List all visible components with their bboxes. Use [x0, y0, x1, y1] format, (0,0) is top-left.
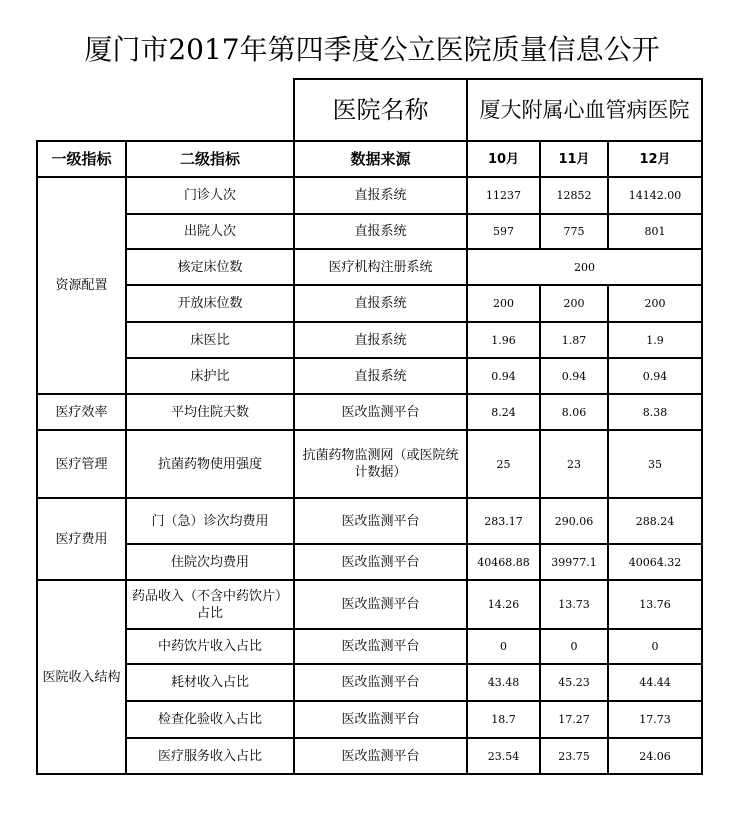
level1-cell: 资源配置: [37, 177, 126, 394]
value-cell: 39977.1: [540, 544, 608, 580]
level2-cell: 门（急）诊次均费用: [126, 498, 294, 544]
table-row: [37, 177, 702, 214]
table-row: [37, 580, 702, 629]
value-cell: 8.24: [467, 394, 540, 430]
hospital-row: [37, 79, 702, 141]
level1-cell: 医院收入结构: [37, 580, 126, 774]
level1-cell: 医疗效率: [37, 394, 126, 430]
value-cell: 17.27: [540, 701, 608, 738]
source-cell: 直报系统: [294, 214, 467, 249]
level2-cell: 耗材收入占比: [126, 664, 294, 701]
level1-cell: 医疗费用: [37, 498, 126, 580]
table-row: [37, 738, 702, 774]
source-cell: 医改监测平台: [294, 701, 467, 738]
value-cell: 43.48: [467, 664, 540, 701]
table-row: [37, 358, 702, 394]
table-row: [37, 430, 702, 498]
col-header-nov: 11月: [540, 141, 608, 177]
source-cell: 医改监测平台: [294, 738, 467, 774]
table-row: [37, 394, 702, 430]
value-cell: 45.23: [540, 664, 608, 701]
level2-cell: 门诊人次: [126, 177, 294, 214]
col-header-dec: 12月: [608, 141, 702, 177]
value-cell: 12852: [540, 177, 608, 214]
table-row: [37, 701, 702, 738]
value-cell: 40064.32: [608, 544, 702, 580]
value-cell: 0: [540, 629, 608, 664]
level2-cell: 检查化验收入占比: [126, 701, 294, 738]
value-cell: 17.73: [608, 701, 702, 738]
value-cell: 25: [467, 430, 540, 498]
quality-table: [36, 78, 703, 775]
level2-cell: 医疗服务收入占比: [126, 738, 294, 774]
value-cell: 24.06: [608, 738, 702, 774]
value-cell: 801: [608, 214, 702, 249]
level2-cell: 抗菌药物使用强度: [126, 430, 294, 498]
level2-cell: 平均住院天数: [126, 394, 294, 430]
level2-cell: 床医比: [126, 322, 294, 358]
level2-cell: 中药饮片收入占比: [126, 629, 294, 664]
value-cell: 40468.88: [467, 544, 540, 580]
value-cell: 11237: [467, 177, 540, 214]
source-cell: 抗菌药物监测网（或医院统计数据）: [294, 430, 467, 498]
col-header-level1: 一级指标: [37, 141, 126, 177]
value-cell: 13.73: [540, 580, 608, 629]
col-header-oct: 10月: [467, 141, 540, 177]
source-cell: 直报系统: [294, 358, 467, 394]
value-cell: 290.06: [540, 498, 608, 544]
table-row: [37, 498, 702, 544]
value-cell: 1.96: [467, 322, 540, 358]
value-cell: 1.9: [608, 322, 702, 358]
value-cell: 200: [467, 249, 702, 285]
level1-cell: 医疗管理: [37, 430, 126, 498]
level2-cell: 核定床位数: [126, 249, 294, 285]
value-cell: 775: [540, 214, 608, 249]
hospital-name: 厦大附属心血管病医院: [467, 79, 702, 141]
value-cell: 8.38: [608, 394, 702, 430]
value-cell: 8.06: [540, 394, 608, 430]
value-cell: 0: [608, 629, 702, 664]
level2-cell: 开放床位数: [126, 285, 294, 322]
value-cell: 1.87: [540, 322, 608, 358]
level2-cell: 出院人次: [126, 214, 294, 249]
value-cell: 14142.00: [608, 177, 702, 214]
level2-cell: 药品收入（不含中药饮片）占比: [126, 580, 294, 629]
page-title: 厦门市2017年第四季度公立医院质量信息公开: [84, 33, 660, 66]
value-cell: 597: [467, 214, 540, 249]
source-cell: 直报系统: [294, 177, 467, 214]
table-row: [37, 285, 702, 322]
value-cell: 44.44: [608, 664, 702, 701]
value-cell: 0.94: [540, 358, 608, 394]
value-cell: 35: [608, 430, 702, 498]
table-row: [37, 629, 702, 664]
level2-cell: 床护比: [126, 358, 294, 394]
source-cell: 医改监测平台: [294, 498, 467, 544]
col-header-source: 数据来源: [294, 141, 467, 177]
hospital-label: 医院名称: [294, 79, 467, 141]
table-row: [37, 322, 702, 358]
table-row: [37, 249, 702, 285]
value-cell: 0: [467, 629, 540, 664]
value-cell: 23.54: [467, 738, 540, 774]
value-cell: 18.7: [467, 701, 540, 738]
value-cell: 200: [540, 285, 608, 322]
source-cell: 医改监测平台: [294, 544, 467, 580]
value-cell: 0.94: [608, 358, 702, 394]
value-cell: 13.76: [608, 580, 702, 629]
value-cell: 200: [608, 285, 702, 322]
source-cell: 直报系统: [294, 322, 467, 358]
source-cell: 医改监测平台: [294, 394, 467, 430]
value-cell: 23.75: [540, 738, 608, 774]
header-row: [37, 141, 702, 177]
source-cell: 医改监测平台: [294, 580, 467, 629]
level2-cell: 住院次均费用: [126, 544, 294, 580]
source-cell: 直报系统: [294, 285, 467, 322]
col-header-level2: 二级指标: [126, 141, 294, 177]
source-cell: 医改监测平台: [294, 629, 467, 664]
source-cell: 医疗机构注册系统: [294, 249, 467, 285]
table-row: [37, 214, 702, 249]
source-cell: 医改监测平台: [294, 664, 467, 701]
value-cell: 200: [467, 285, 540, 322]
table-row: [37, 544, 702, 580]
value-cell: 14.26: [467, 580, 540, 629]
table-row: [37, 664, 702, 701]
value-cell: 23: [540, 430, 608, 498]
value-cell: 288.24: [608, 498, 702, 544]
value-cell: 0.94: [467, 358, 540, 394]
value-cell: 283.17: [467, 498, 540, 544]
